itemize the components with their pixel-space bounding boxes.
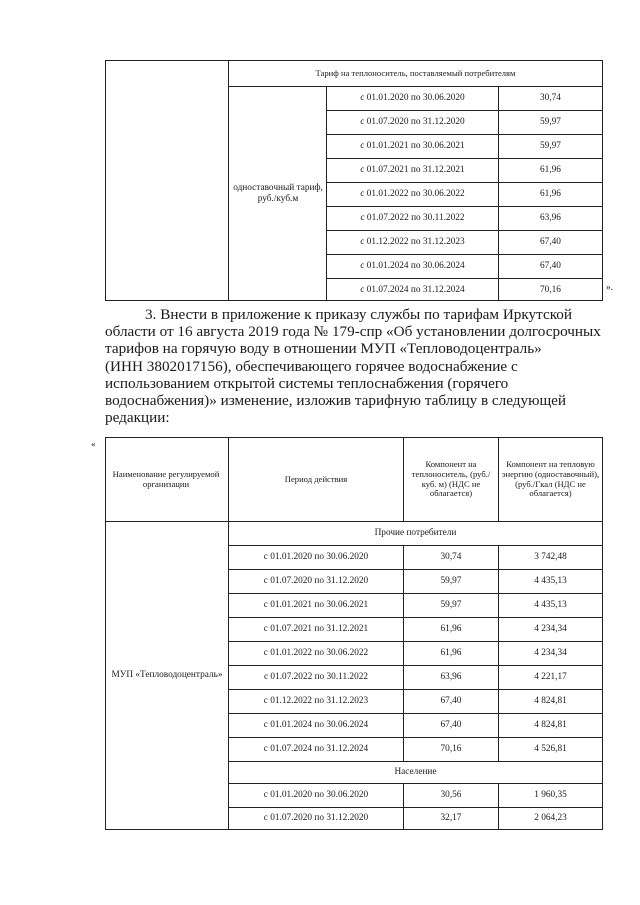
table1-period-cell: с 01.07.2021 по 31.12.2021 (360, 165, 465, 176)
table1-value-cell: 59,97 (540, 141, 561, 152)
table1-value-cell: 67,40 (540, 237, 561, 248)
table1-period-cell: с 01.07.2020 по 31.12.2020 (360, 117, 465, 128)
table2-coolant-cell: 59,97 (440, 576, 462, 587)
table1-period-cell: с 01.01.2022 по 30.06.2022 (360, 189, 465, 200)
table2-coolant-cell: 67,40 (440, 696, 462, 707)
table1-period-cell: с 01.01.2024 по 30.06.2024 (360, 261, 465, 272)
table2-period-cell: с 01.07.2020 по 31.12.2020 (263, 576, 369, 587)
table2-coolant-cell: 32,17 (440, 813, 462, 824)
table2-coolant-cell: 59,97 (440, 600, 462, 611)
table2-period-cell: с 01.01.2020 по 30.06.2020 (263, 790, 369, 801)
paragraph-line: 3. Внести в приложение к приказу службы по тарифам Иркутской (145, 306, 573, 323)
table1-value-cell: 30,74 (540, 93, 561, 104)
table2-coolant-cell: 61,96 (440, 648, 462, 659)
table1-period-cell: с 01.01.2020 по 30.06.2020 (360, 93, 465, 104)
group-population: Население (394, 767, 437, 778)
table2-energy-cell: 4 435,13 (534, 576, 567, 587)
table2-coolant-cell: 67,40 (440, 720, 462, 731)
table2-period-cell: с 01.01.2021 по 30.06.2021 (263, 600, 369, 611)
paragraph-line: тарифов на горячую воду в отношении МУП «Тепловодоцентраль» (105, 340, 542, 358)
table1-value-cell: 63,96 (540, 213, 561, 224)
table1-period-cell: с 01.07.2022 по 30.11.2022 (360, 213, 465, 224)
table1-value-cell: 61,96 (540, 189, 561, 200)
opening-quote: « (91, 440, 96, 450)
table2-period-cell: с 01.12.2022 по 31.12.2023 (263, 696, 369, 707)
table1-period-cell: с 01.01.2021 по 30.06.2021 (360, 141, 465, 152)
table2-energy-cell: 4 824,81 (534, 696, 567, 707)
table2-coolant-cell: 30,56 (440, 790, 462, 801)
table1-value-cell: 59,97 (540, 117, 561, 128)
org-name: МУП «Тепловодоцентраль» (111, 670, 223, 681)
header-org: Наименование регулируемой организации (112, 468, 220, 489)
table1-header: Тариф на теплоноситель, поставляемый потребителям (315, 67, 516, 78)
header-energy: Компонент на тепловую энергию (одноставочный), (руб./Гкал (НДС не облагается) (501, 458, 600, 499)
table1-value-cell: 67,40 (540, 261, 561, 272)
paragraph-line: водоснабжения)» изменение, изложив тарифную таблицу в следующей (105, 392, 567, 410)
table2-coolant-cell: 63,96 (440, 672, 462, 683)
table2-coolant-cell: 61,96 (440, 624, 462, 635)
paragraph-line: редакции: (105, 409, 170, 427)
paragraph-line: (ИНН 3802017156), обеспечивающего горячее водоснабжение с (105, 357, 518, 375)
table1-value-cell: 70,16 (540, 284, 561, 295)
table2-energy-cell: 4 824,81 (534, 720, 567, 731)
table2-energy-cell: 4 234,34 (534, 648, 567, 659)
table2-coolant-cell: 70,16 (440, 744, 462, 755)
table2-period-cell: с 01.01.2020 по 30.06.2020 (263, 552, 369, 563)
table2-period-cell: с 01.07.2024 по 31.12.2024 (263, 744, 369, 755)
table2-energy-cell: 4 435,13 (534, 600, 567, 611)
table1-period-cell: с 01.07.2024 по 31.12.2024 (360, 284, 465, 295)
table2-energy-cell: 2 064,23 (534, 813, 567, 824)
table2-coolant-cell: 30,74 (440, 552, 462, 563)
table2-energy-cell: 3 742,48 (534, 552, 567, 563)
table2-period-cell: с 01.01.2024 по 30.06.2024 (263, 720, 369, 731)
table1-value-cell: 61,96 (540, 165, 561, 176)
amendment-paragraph (105, 306, 602, 426)
paragraph-line: использованием открытой системы теплоснабжения (горячего (105, 374, 509, 392)
table2-period-cell: с 01.07.2020 по 31.12.2020 (263, 813, 369, 824)
header-period: Период действия (284, 473, 348, 484)
table2-period-cell: с 01.07.2022 по 30.11.2022 (263, 672, 369, 683)
group-other-consumers: Прочие потребители (374, 528, 457, 539)
table2-energy-cell: 4 221,17 (534, 672, 567, 683)
table1-row-label: одноставочный тариф, руб./куб.м (233, 182, 323, 204)
paragraph-line: области от 16 августа 2019 года № 179-спр «Об установлении долгосрочных (105, 323, 601, 341)
closing-quote: ». (606, 283, 613, 293)
table2-energy-cell: 4 526,81 (534, 744, 567, 755)
table2-period-cell: с 01.07.2021 по 31.12.2021 (263, 624, 369, 635)
table2-energy-cell: 4 234,34 (534, 624, 567, 635)
table1-period-cell: с 01.12.2022 по 31.12.2023 (360, 237, 465, 248)
table2-energy-cell: 1 960,35 (534, 790, 567, 801)
table2-period-cell: с 01.01.2022 по 30.06.2022 (263, 648, 369, 659)
header-coolant: Компонент на теплоноситель, (руб./куб. м) (НДС не облагается) (411, 458, 491, 499)
